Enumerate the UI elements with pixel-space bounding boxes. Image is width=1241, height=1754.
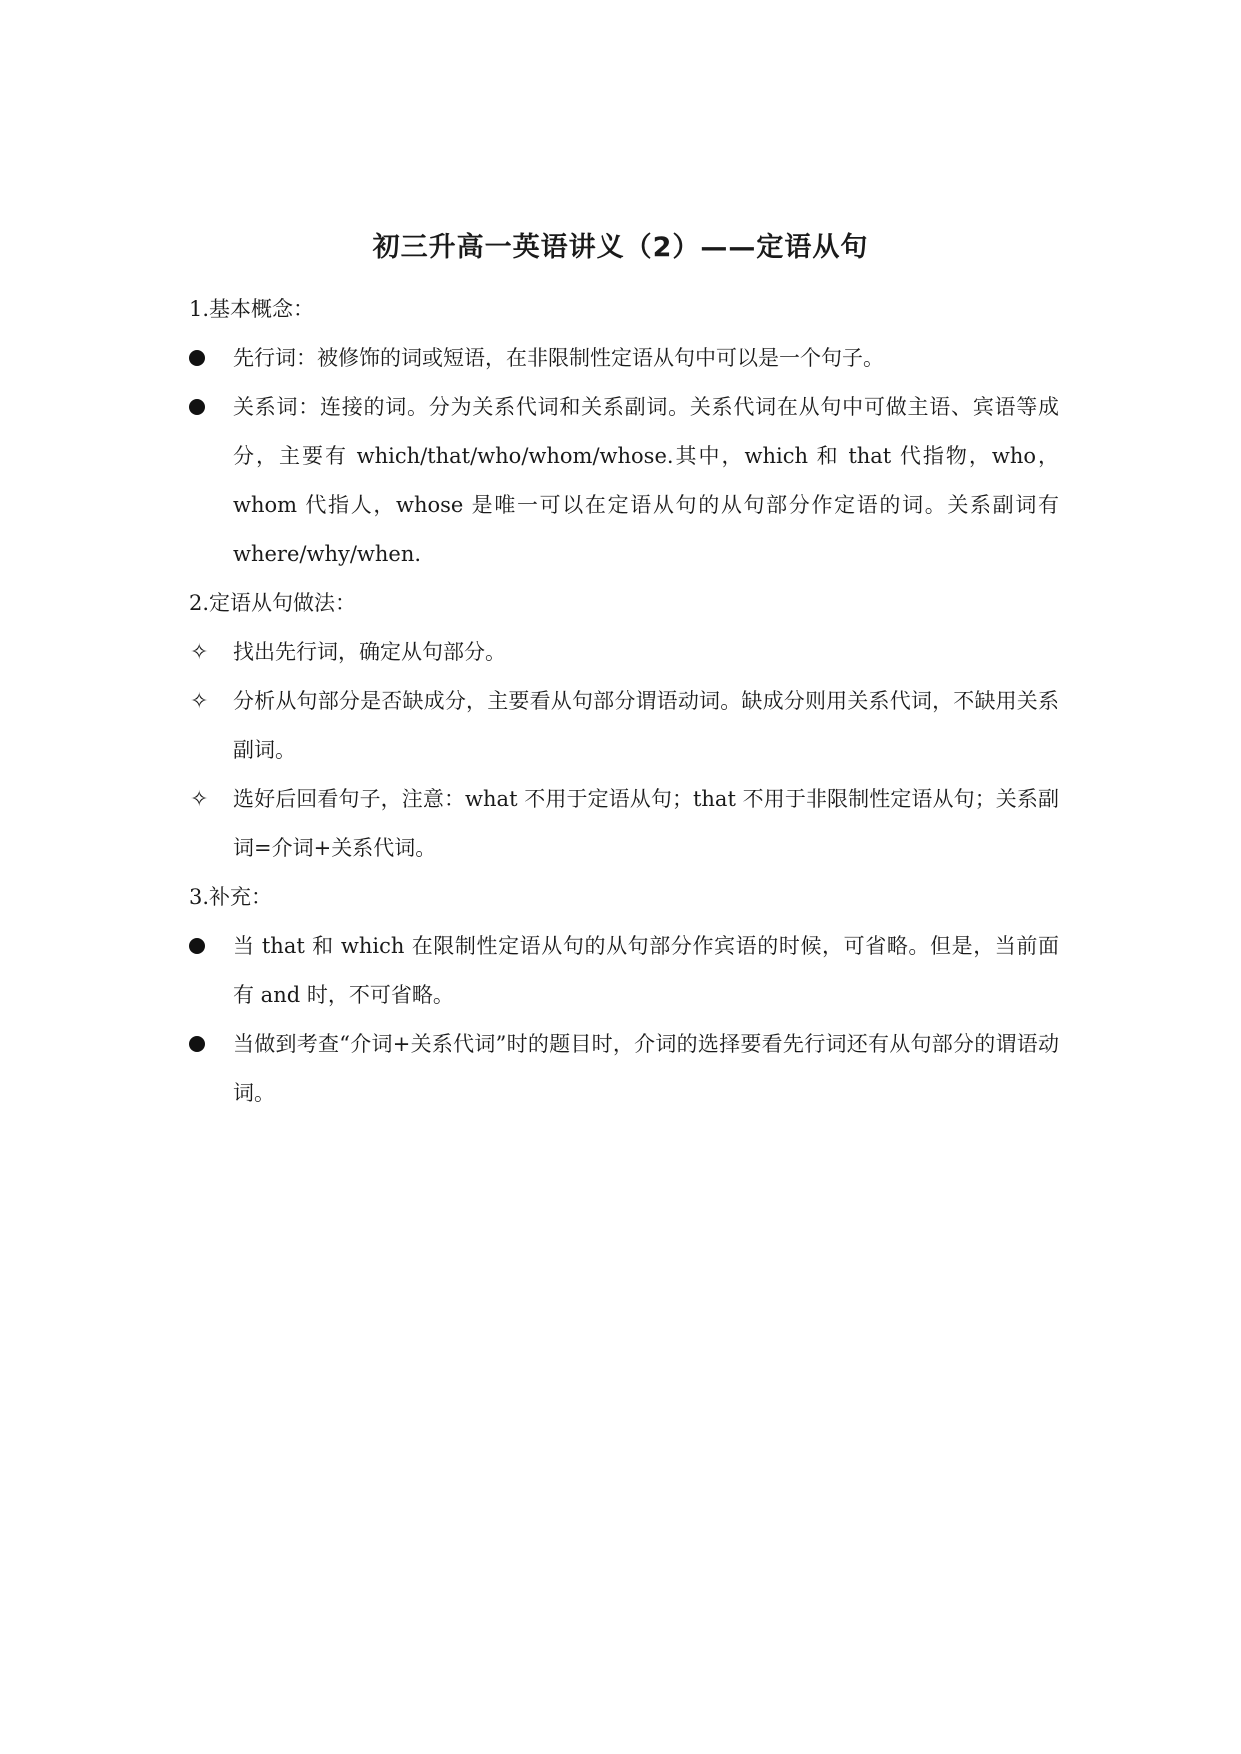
bullet-icon bbox=[189, 922, 233, 971]
list-item-text: 当做到考查“介词+关系代词”时的题目时，介词的选择要看先行词还有从句部分的谓语动词。 bbox=[233, 1032, 1059, 1105]
list-item bbox=[189, 1020, 1059, 1118]
bullet-icon bbox=[189, 334, 233, 383]
list-item bbox=[189, 383, 1059, 579]
list-item-text: 当 that 和 which 在限制性定语从句的从句部分作宾语的时候，可省略。但是，当前面有 and 时，不可省略。 bbox=[233, 934, 1059, 1007]
list-item bbox=[189, 334, 1059, 383]
diamond-icon: ✧ bbox=[190, 640, 209, 665]
list-item bbox=[189, 677, 1059, 775]
list-item-text: 选好后回看句子，注意：what 不用于定语从句；that 不用于非限制性定语从句；关系副词=介词+关系代词。 bbox=[233, 787, 1059, 860]
document-body bbox=[189, 285, 1059, 1118]
list-item-text: 找出先行词，确定从句部分。 bbox=[233, 640, 506, 664]
section-heading-basic-concepts: 1.基本概念： bbox=[189, 297, 315, 321]
diamond-icon: ✧ bbox=[190, 689, 209, 714]
section-heading-supplement: 3.补充： bbox=[189, 885, 273, 909]
list-item bbox=[189, 628, 1059, 677]
bullet-icon bbox=[189, 1020, 233, 1069]
document-title: 初三升高一英语讲义（2）——定语从句 bbox=[372, 232, 869, 263]
list-item-text: 分析从句部分是否缺成分，主要看从句部分谓语动词。缺成分则用关系代词，不缺用关系副词。 bbox=[233, 689, 1059, 762]
list-item-text: 先行词：被修饰的词或短语，在非限制性定语从句中可以是一个句子。 bbox=[233, 346, 884, 370]
list-item bbox=[189, 775, 1059, 873]
list-item-text: 关系词：连接的词。分为关系代词和关系副词。关系代词在从句中可做主语、宾语等成分，主要有 which/that/who/whom/whose.其中，which 和 that 代指物，who，whom 代指人，whose 是唯一可以在定语从句的从句部分作定语的词。关系副词有 where/why/when. bbox=[233, 395, 1059, 566]
diamond-icon: ✧ bbox=[190, 787, 209, 812]
section-heading-method: 2.定语从句做法： bbox=[189, 591, 357, 615]
bullet-icon bbox=[189, 383, 233, 432]
list-item bbox=[189, 922, 1059, 1020]
